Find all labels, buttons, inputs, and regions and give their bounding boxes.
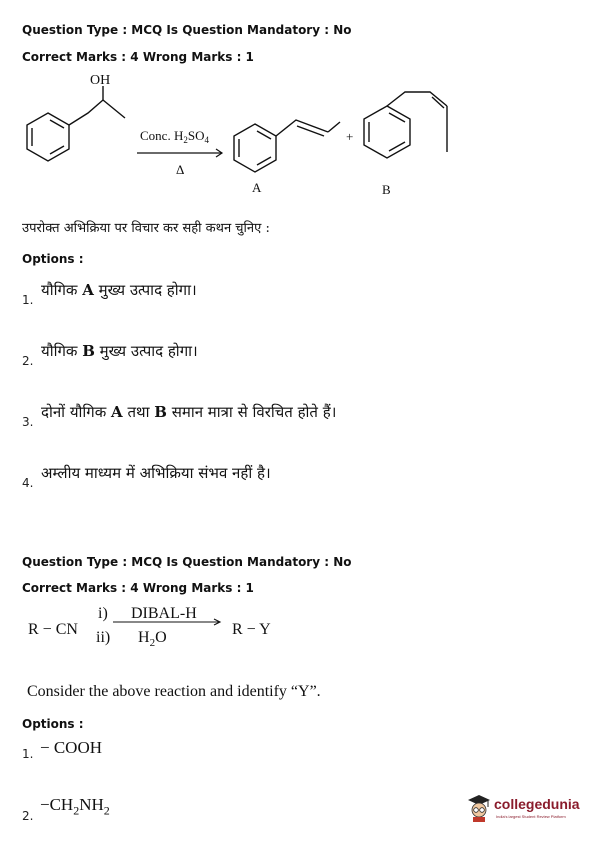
q1-marks: Correct Marks : 4 Wrong Marks : 1 [22,50,254,64]
product-b-structure [364,92,447,158]
option-text: − COOH [40,738,103,757]
label-a: A [252,180,262,195]
option-number: 3. [22,415,34,429]
option-number: 2. [22,354,34,368]
oh-label: OH [90,73,111,88]
heat-label: Δ [176,162,185,177]
q2-header: Question Type : MCQ Is Question Mandatory : No [22,555,352,569]
option-number: 4. [22,476,34,490]
step1-number: i) [98,605,108,622]
step2-number: ii) [96,629,111,646]
reactant: R − CN [28,621,78,638]
label-b: B [382,182,391,197]
reactant-benzene-ring [27,86,125,161]
q2-options-label: Options : [22,717,84,731]
reagent-label: Conc. $H_2SO_4$ [140,128,209,145]
plus-sign: + [346,129,354,144]
option-text: यौगिक A मुख्य उत्पाद होगा। [41,281,197,299]
option-text: $-CH_2NH_2$ [40,795,110,818]
product: R − Y [232,621,271,638]
logo-tagline: India's largest Student Review Platform [496,814,566,819]
step2-reagent: $H_2O$ [138,629,167,649]
q1-header: Question Type : MCQ Is Question Mandatory : No [22,23,352,37]
option-text: दोनों यौगिक A तथा B समान मात्रा से विरचित होते हैं। [41,403,337,421]
q2-marks: Correct Marks : 4 Wrong Marks : 1 [22,581,254,595]
logo-name: collegedunia [494,796,580,812]
option-number: 1. [22,747,34,761]
product-a-structure [234,120,340,172]
option-number: 1. [22,293,34,307]
option-number: 2. [22,809,34,823]
collegedunia-logo[interactable] [466,790,591,826]
option-text: अम्लीय माध्यम में अभिक्रिया संभव नहीं है। [41,464,271,482]
step1-reagent: DIBAL-H [131,605,197,622]
q1-question: उपरोक्त अभिक्रिया पर विचार कर सही कथन चुनिए : [22,221,270,236]
q2-reaction-scheme [0,598,330,653]
reaction-arrow [137,149,222,157]
graduate-mascot-icon [466,792,492,822]
option-text: यौगिक B मुख्य उत्पाद होगा। [41,342,198,360]
q1-reaction-scheme [0,66,470,201]
q2-question: Consider the above reaction and identify “Y”. [27,683,321,700]
q1-options-label: Options : [22,252,84,266]
